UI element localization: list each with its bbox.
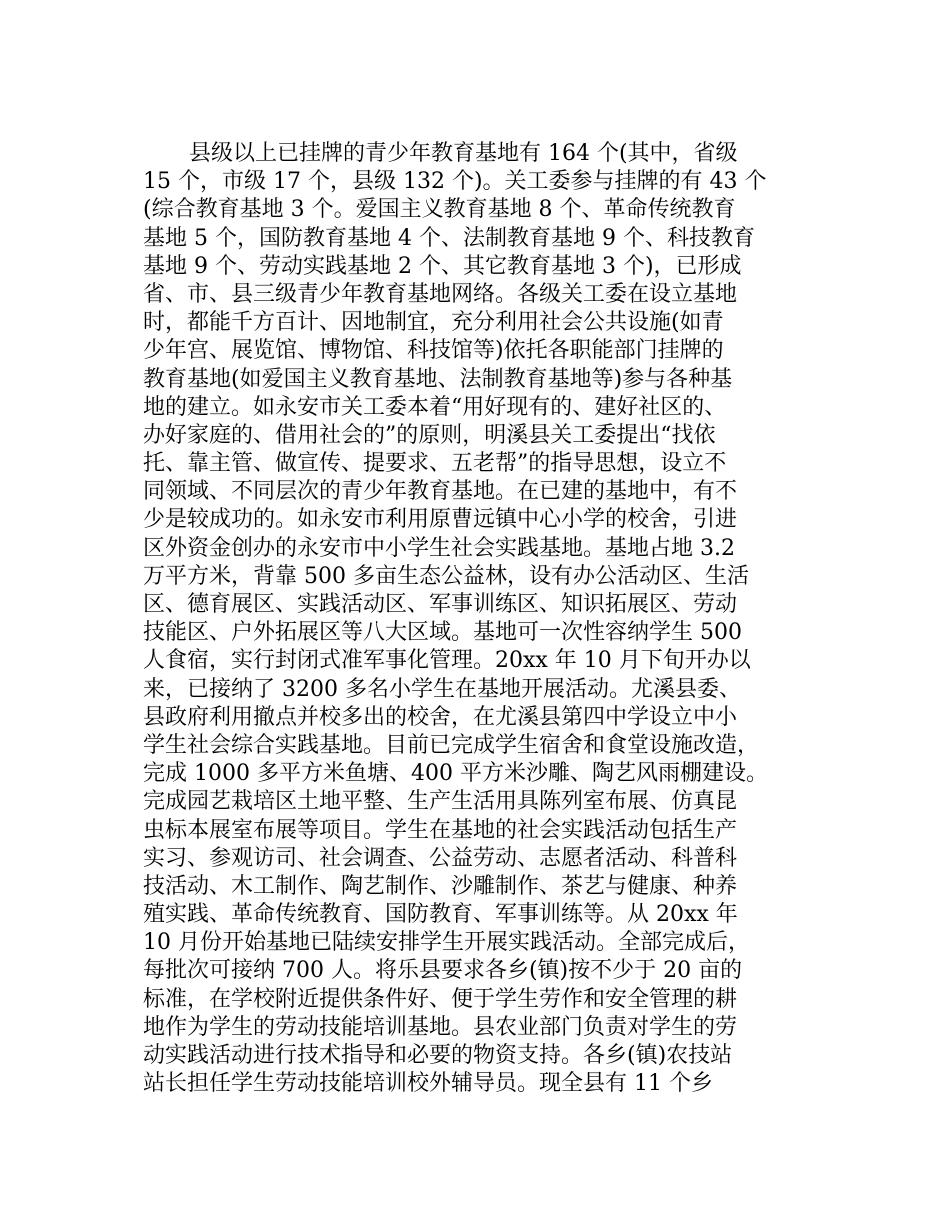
text-line: 万平方米，背靠 500 多亩生态公益林，设有办公活动区、生活 (143, 563, 749, 589)
text-line: 技能区、户外拓展区等八大区域。基地可一次性容纳学生 500 (143, 620, 742, 646)
text-line: 地的建立。如永安市关工委本着“用好现有的、建好社区的、 (143, 394, 727, 420)
text-line: (综合教育基地 3 个。爱国主义教育基地 8 个、革命传统教育 (143, 197, 736, 223)
text-line: 技活动、木工制作、陶艺制作、沙雕制作、茶艺与健康、种养 (143, 873, 738, 899)
text-line: 时，都能千方百计、因地制宜，充分利用社会公共设施(如青 (143, 310, 724, 336)
text-line: 县政府利用撤点并校多出的校舍，在尤溪县第四中学设立中小 (143, 704, 738, 730)
text-line: 15 个，市级 17 个，县级 132 个)。关工委参与挂牌的有 43 个 (143, 169, 767, 195)
text-line: 少是较成功的。如永安市利用原曹远镇中心小学的校舍，引进 (143, 507, 738, 533)
body-paragraph (143, 140, 823, 1098)
text-line: 每批次可接纳 700 人。将乐县要求各乡(镇)按不少于 20 亩的 (143, 958, 743, 984)
text-line: 虫标本展室布展等项目。学生在基地的社会实践活动包括生产 (143, 817, 738, 843)
text-line: 省、市、县三级青少年教育基地网络。各级关工委在设立基地 (143, 281, 738, 307)
text-line: 区、德育展区、实践活动区、军事训练区、知识拓展区、劳动 (143, 592, 738, 617)
text-line: 教育基地(如爱国主义教育基地、法制教育基地等)参与各种基 (143, 366, 733, 392)
text-line: 托、靠主管、做宣传、提要求、五老帮”的指导思想，设立不 (143, 451, 727, 477)
text-line: 站长担任学生劳动技能培训校外辅导员。现全县有 11 个乡 (143, 1071, 713, 1097)
text-line: 办好家庭的、借用社会的”的原则，明溪县关工委提出“找依 (143, 422, 716, 448)
text-line: 殖实践、革命传统教育、国防教育、军事训练等。从 20xx 年 (143, 902, 738, 928)
text-line: 同领域、不同层次的青少年教育基地。在已建的基地中，有不 (143, 479, 738, 505)
text-line: 10 月份开始基地已陆续安排学生开展实践活动。全部完成后， (143, 930, 750, 956)
text-line: 人食宿，实行封闭式准军事化管理。20xx 年 10 月下旬开办以 (143, 648, 751, 674)
text-line: 来，已接纳了 3200 多名小学生在基地开展活动。尤溪县委、 (143, 676, 741, 702)
text-line: 完成 1000 多平方米鱼塘、400 平方米沙雕、陶艺风雨棚建设。 (143, 761, 768, 787)
text-line: 基地 5 个，国防教育基地 4 个、法制教育基地 9 个、科技教育 (143, 225, 755, 251)
text-line: 动实践活动进行技术指导和必要的物资支持。各乡(镇)农技站 (143, 1043, 733, 1068)
text-line: 学生社会综合实践基地。目前已完成学生宿舍和食堂设施改造， (143, 732, 760, 758)
text-line: 地作为学生的劳动技能培训基地。县农业部门负责对学生的劳 (143, 1014, 738, 1040)
text-line: 少年宫、展览馆、博物馆、科技馆等)依托各职能部门挂牌的 (143, 338, 724, 364)
text-line: 完成园艺栽培区土地平整、生产生活用具陈列室布展、仿真昆 (143, 789, 738, 815)
text-line: 县级以上已挂牌的青少年教育基地有 164 个(其中，省级 (189, 141, 738, 166)
text-line: 区外资金创办的永安市中小学生社会实践基地。基地占地 3.2 (143, 535, 735, 561)
text-line: 实习、参观访司、社会调查、公益劳动、志愿者活动、科普科 (143, 845, 738, 871)
text-line: 标准，在学校附近提供条件好、便于学生劳作和安全管理的耕 (143, 986, 738, 1012)
text-line: 基地 9 个、劳动实践基地 2 个、其它教育基地 3 个)，已形成 (143, 253, 742, 279)
